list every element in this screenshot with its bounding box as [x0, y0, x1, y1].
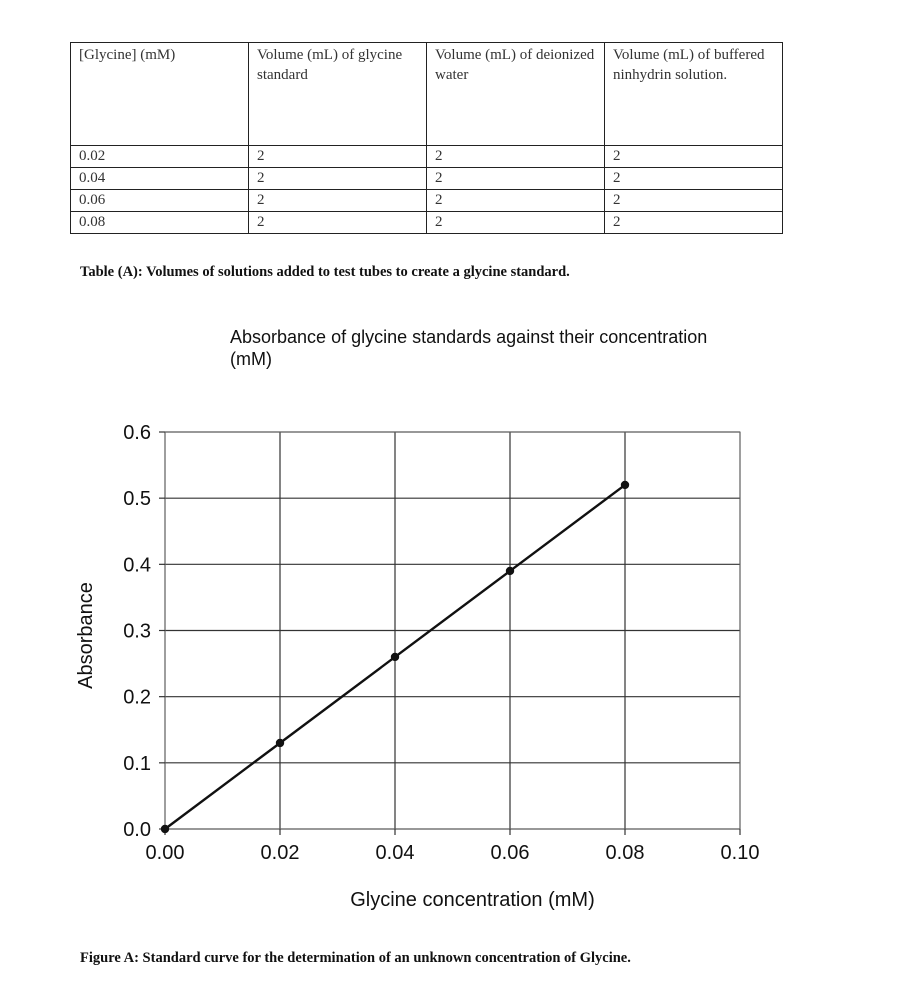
- table-caption: Table (A): Volumes of solutions added to test tubes to create a glycine standard.: [80, 264, 570, 280]
- table-cell: 0.08: [71, 212, 249, 234]
- x-tick-label: 0.08: [605, 842, 645, 864]
- table-row: [71, 212, 783, 234]
- data-point: [276, 739, 284, 747]
- table-cell: 2: [249, 168, 427, 190]
- data-point: [621, 481, 629, 489]
- table-cell: 2: [249, 146, 427, 168]
- header-ninhydrin-volume: Volume (mL) of buffered ninhydrin solution.: [605, 43, 783, 146]
- table-cell: 2: [605, 190, 783, 212]
- x-axis-label: Glycine concentration (mM): [350, 889, 595, 911]
- table-row: [71, 146, 783, 168]
- y-tick-label: 0.3: [123, 620, 151, 643]
- table-row: [71, 190, 783, 212]
- x-tick-label: 0.02: [260, 842, 300, 864]
- y-tick-label: 0.0: [123, 819, 151, 841]
- x-tick-label: 0.00: [145, 842, 185, 864]
- table-cell: 0.06: [71, 190, 249, 212]
- x-tick-label: 0.06: [490, 842, 530, 864]
- table-cell: 2: [427, 190, 605, 212]
- table-cell: 0.04: [71, 168, 249, 190]
- chart-gridlines: [165, 432, 740, 829]
- header-deionized-water-volume: Volume (mL) of deionized water: [427, 43, 605, 146]
- y-tick-label: 0.6: [123, 422, 151, 444]
- volumes-table: [70, 42, 783, 234]
- data-point: [391, 653, 399, 661]
- table-cell: 0.02: [71, 146, 249, 168]
- table-cell: 2: [605, 146, 783, 168]
- table-row: [71, 168, 783, 190]
- table-cell: 2: [427, 168, 605, 190]
- table-cell: 2: [605, 212, 783, 234]
- chart-title: Absorbance of glycine standards against their concentration (mM): [230, 327, 708, 369]
- header-glycine-concentration: [Glycine] (mM): [71, 43, 249, 146]
- table-cell: 2: [249, 212, 427, 234]
- table-cell: 2: [605, 168, 783, 190]
- table-header-row: [71, 43, 783, 146]
- cropped-corner-mark: [0, 0, 70, 12]
- header-glycine-standard-volume: Volume (mL) of glycine standard: [249, 43, 427, 146]
- x-tick-label: 0.10: [720, 842, 760, 864]
- data-point: [161, 825, 169, 833]
- y-tick-label: 0.2: [123, 686, 151, 709]
- y-tick-label: 0.1: [123, 752, 151, 775]
- standard-curve-chart: [0, 310, 915, 940]
- data-point: [506, 567, 514, 575]
- table-cell: 2: [427, 212, 605, 234]
- x-tick-label: 0.04: [375, 842, 415, 864]
- y-tick-label: 0.4: [123, 554, 151, 577]
- table-cell: 2: [249, 190, 427, 212]
- table-cell: 2: [427, 146, 605, 168]
- y-axis-label: Absorbance: [75, 582, 97, 689]
- y-tick-label: 0.5: [123, 488, 151, 511]
- y-axis-ticks: [123, 422, 165, 841]
- figure-caption: Figure A: Standard curve for the determination of an unknown concentration of Glycine.: [80, 950, 631, 966]
- x-axis-ticks: [146, 829, 760, 864]
